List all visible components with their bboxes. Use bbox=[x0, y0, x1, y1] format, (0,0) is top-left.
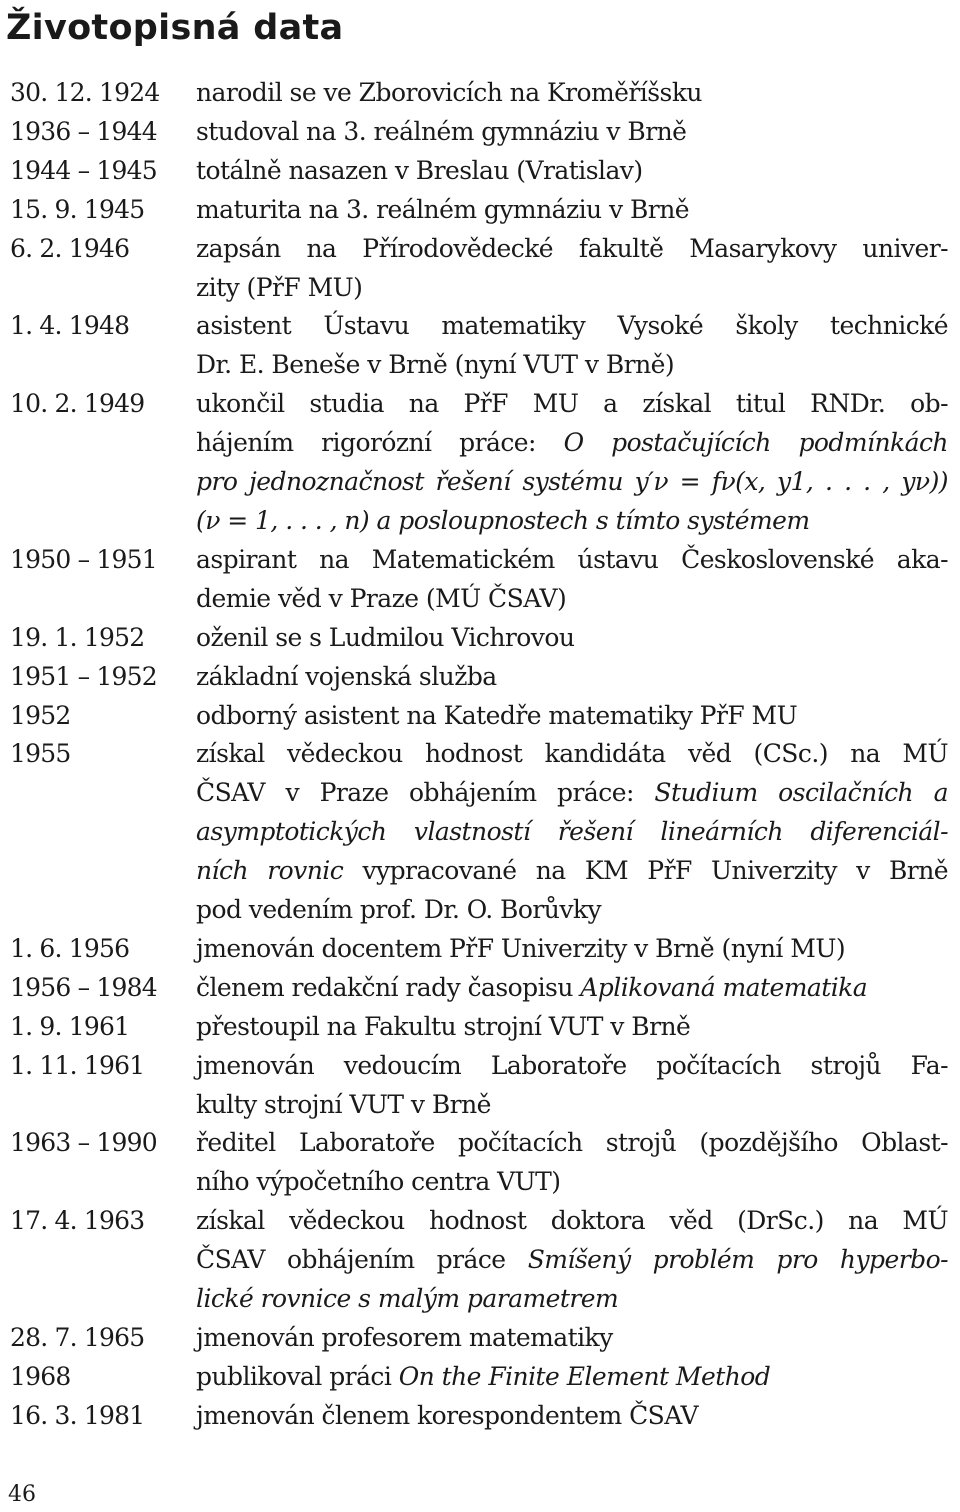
entry-text bbox=[196, 930, 956, 969]
italic-text-segment: pro jednoznačnost řešení systému y′ν = fν(x, y1, . . . , yν)) bbox=[196, 467, 948, 497]
entry-text-line bbox=[196, 852, 948, 891]
text-segment: zapsán na Přírodovědecké fakultě Masarykovy univer- bbox=[196, 233, 948, 263]
biography-entry bbox=[0, 735, 960, 930]
biography-entry bbox=[0, 1008, 960, 1047]
text-segment: Dr. E. Beneše v Brně (nyní VUT v Brně) bbox=[196, 350, 675, 380]
biography-entry bbox=[0, 152, 960, 191]
biography-entry bbox=[0, 969, 960, 1008]
entry-text-line bbox=[196, 891, 956, 930]
entry-date: 1955 bbox=[10, 739, 71, 769]
biography-entry bbox=[0, 541, 960, 619]
biography-entry bbox=[0, 930, 960, 969]
italic-text-segment: (ν = 1, . . . , n) a posloupnostech s tímto systémem bbox=[196, 505, 810, 535]
biography-entry bbox=[0, 1202, 960, 1319]
text-segment: asistent Ústavu matematiky Vysoké školy technické bbox=[196, 311, 948, 341]
text-segment: kulty strojní VUT v Brně bbox=[196, 1089, 491, 1119]
entry-text-line bbox=[196, 1319, 956, 1358]
entry-text-line bbox=[196, 813, 948, 852]
entry-text bbox=[196, 619, 956, 658]
entry-text-line bbox=[196, 1241, 948, 1280]
text-segment: jmenován vedoucím Laboratoře počítacích strojů Fa- bbox=[196, 1050, 948, 1080]
italic-text-segment: asymptotických vlastností řešení lineárních diferenciál- bbox=[196, 817, 948, 847]
text-segment: ředitel Laboratoře počítacích strojů (pozdějšího Oblast- bbox=[196, 1128, 948, 1158]
page-number: 46 bbox=[8, 1482, 36, 1507]
text-segment: získal vědeckou hodnost kandidáta věd (CSc.) na MÚ bbox=[196, 739, 948, 769]
page-title: Životopisná data bbox=[6, 8, 344, 48]
text-segment: odborný asistent na Katedře matematiky PřF MU bbox=[196, 700, 798, 730]
entry-text-line bbox=[196, 1163, 956, 1202]
biography-entry bbox=[0, 1358, 960, 1397]
italic-text-segment: Studium oscilačních a bbox=[654, 778, 949, 808]
biography-entry bbox=[0, 74, 960, 113]
biography-entry bbox=[0, 1319, 960, 1358]
biography-entry bbox=[0, 1397, 960, 1436]
entry-text-line bbox=[196, 774, 948, 813]
entry-text-line bbox=[196, 463, 948, 502]
entry-text bbox=[196, 658, 956, 697]
entry-text bbox=[196, 152, 956, 191]
entry-text bbox=[196, 191, 956, 230]
italic-text-segment: lické rovnice s malým parametrem bbox=[196, 1284, 619, 1314]
biography-entry bbox=[0, 619, 960, 658]
entry-text-line bbox=[196, 1202, 948, 1241]
entry-text bbox=[196, 697, 956, 736]
entry-date: 10. 2. 1949 bbox=[10, 389, 145, 419]
entry-date: 1956 – 1984 bbox=[10, 972, 157, 1002]
biography-entry bbox=[0, 697, 960, 736]
text-segment: členem redakční rady časopisu bbox=[196, 972, 581, 1002]
entry-text-line bbox=[196, 1397, 956, 1436]
entry-text-line bbox=[196, 580, 956, 619]
text-segment: aspirant na Matematickém ústavu Československé aka- bbox=[196, 544, 948, 574]
entry-text bbox=[196, 1202, 956, 1319]
text-segment: základní vojenská služba bbox=[196, 661, 497, 691]
biography-entry bbox=[0, 113, 960, 152]
entry-text-line bbox=[196, 1358, 956, 1397]
italic-text-segment: On the Finite Element Method bbox=[398, 1361, 771, 1391]
entry-date: 30. 12. 1924 bbox=[10, 78, 160, 107]
text-segment: pod vedením prof. Dr. O. Borůvky bbox=[196, 895, 602, 925]
entry-text bbox=[196, 541, 956, 619]
entry-date: 28. 7. 1965 bbox=[10, 1323, 145, 1352]
text-segment: narodil se ve Zborovicích na Kroměříšsku bbox=[196, 78, 702, 107]
text-segment: publikoval práci bbox=[196, 1361, 399, 1391]
entry-date: 1. 11. 1961 bbox=[10, 1050, 145, 1080]
biography-entry bbox=[0, 230, 960, 308]
text-segment: studoval na 3. reálném gymnáziu v Brně bbox=[196, 116, 687, 146]
entry-text bbox=[196, 230, 956, 308]
entry-text-line bbox=[196, 541, 948, 580]
entry-date: 1936 – 1944 bbox=[10, 116, 157, 146]
entry-text-line bbox=[196, 619, 956, 658]
entry-date: 1944 – 1945 bbox=[10, 155, 157, 185]
italic-text-segment: Smíšený problém pro hyperbo- bbox=[527, 1245, 948, 1275]
entry-text bbox=[196, 1008, 956, 1047]
entry-text-line bbox=[196, 191, 956, 230]
entry-date: 6. 2. 1946 bbox=[10, 233, 130, 263]
entry-text-line bbox=[196, 113, 956, 152]
entry-text bbox=[196, 74, 956, 113]
entry-date: 19. 1. 1952 bbox=[10, 622, 145, 652]
entry-date: 16. 3. 1981 bbox=[10, 1400, 145, 1430]
entry-text-line bbox=[196, 930, 956, 969]
entry-text bbox=[196, 1358, 956, 1397]
entry-text-line bbox=[196, 697, 956, 736]
text-segment: jmenován členem korespondentem ČSAV bbox=[196, 1400, 699, 1430]
entry-text-line bbox=[196, 658, 956, 697]
biography-entry bbox=[0, 1124, 960, 1202]
text-segment: zity (PřF MU) bbox=[196, 272, 363, 302]
entry-text bbox=[196, 1124, 956, 1202]
entry-text-line bbox=[196, 424, 948, 463]
entry-date: 17. 4. 1963 bbox=[10, 1206, 145, 1236]
entry-date: 1951 – 1952 bbox=[10, 661, 157, 691]
biography-entry bbox=[0, 307, 960, 385]
text-segment: demie věd v Praze (MÚ ČSAV) bbox=[196, 583, 567, 613]
entry-text-line bbox=[196, 385, 948, 424]
text-segment: získal vědeckou hodnost doktora věd (DrSc.) na MÚ bbox=[196, 1206, 948, 1236]
entry-text-line bbox=[196, 735, 948, 774]
italic-text-segment: Aplikovaná matematika bbox=[580, 972, 868, 1002]
entry-date: 1. 6. 1956 bbox=[10, 933, 130, 963]
entry-text bbox=[196, 385, 956, 541]
entry-text-line bbox=[196, 74, 956, 113]
entry-text bbox=[196, 113, 956, 152]
entry-text-line bbox=[196, 230, 948, 269]
text-segment: oženil se s Ludmilou Vichrovou bbox=[196, 622, 575, 652]
entry-date: 1963 – 1990 bbox=[10, 1128, 157, 1158]
entry-date: 1. 9. 1961 bbox=[10, 1011, 130, 1041]
text-segment: přestoupil na Fakultu strojní VUT v Brně bbox=[196, 1011, 691, 1041]
entry-text bbox=[196, 969, 956, 1008]
text-segment: ČSAV v Praze obhájením práce: bbox=[196, 778, 655, 808]
entry-text bbox=[196, 1047, 956, 1125]
entry-text-line bbox=[196, 1124, 948, 1163]
entry-text bbox=[196, 1319, 956, 1358]
entry-text-line bbox=[196, 269, 956, 308]
entry-text-line bbox=[196, 502, 956, 541]
text-segment: jmenován profesorem matematiky bbox=[196, 1323, 613, 1352]
text-segment: maturita na 3. reálném gymnáziu v Brně bbox=[196, 194, 689, 224]
text-segment: vypracované na KM PřF Univerzity v Brně bbox=[343, 856, 948, 886]
entry-text-line bbox=[196, 1008, 956, 1047]
text-segment: jmenován docentem PřF Univerzity v Brně (nyní MU) bbox=[196, 933, 846, 963]
entry-text bbox=[196, 1397, 956, 1436]
biography-entry bbox=[0, 385, 960, 541]
entry-text-line bbox=[196, 1047, 948, 1086]
biography-entry bbox=[0, 191, 960, 230]
entry-date: 15. 9. 1945 bbox=[10, 194, 145, 224]
biography-entry bbox=[0, 658, 960, 697]
text-segment: hájením rigorózní práce: bbox=[196, 428, 564, 458]
italic-text-segment: ních rovnic bbox=[196, 856, 344, 886]
entry-date: 1968 bbox=[10, 1361, 71, 1391]
entry-date: 1. 4. 1948 bbox=[10, 311, 130, 341]
entry-text bbox=[196, 307, 956, 385]
entry-text-line bbox=[196, 969, 956, 1008]
text-segment: totálně nasazen v Breslau (Vratislav) bbox=[196, 155, 643, 185]
entry-text-line bbox=[196, 307, 948, 346]
entry-text-line bbox=[196, 346, 956, 385]
entry-date: 1950 – 1951 bbox=[10, 544, 157, 574]
entry-text-line bbox=[196, 1086, 956, 1125]
text-segment: ČSAV obhájením práce bbox=[196, 1245, 528, 1275]
text-segment: ního výpočetního centra VUT) bbox=[196, 1167, 561, 1197]
italic-text-segment: O postačujících podmínkách bbox=[563, 428, 948, 458]
entry-text-line bbox=[196, 1280, 956, 1319]
text-segment: ukončil studia na PřF MU a získal titul RNDr. ob- bbox=[196, 389, 948, 419]
entry-text-line bbox=[196, 152, 956, 191]
biography-entries-list bbox=[0, 74, 960, 1436]
biography-entry bbox=[0, 1047, 960, 1125]
entry-text bbox=[196, 735, 956, 930]
entry-date: 1952 bbox=[10, 700, 71, 730]
